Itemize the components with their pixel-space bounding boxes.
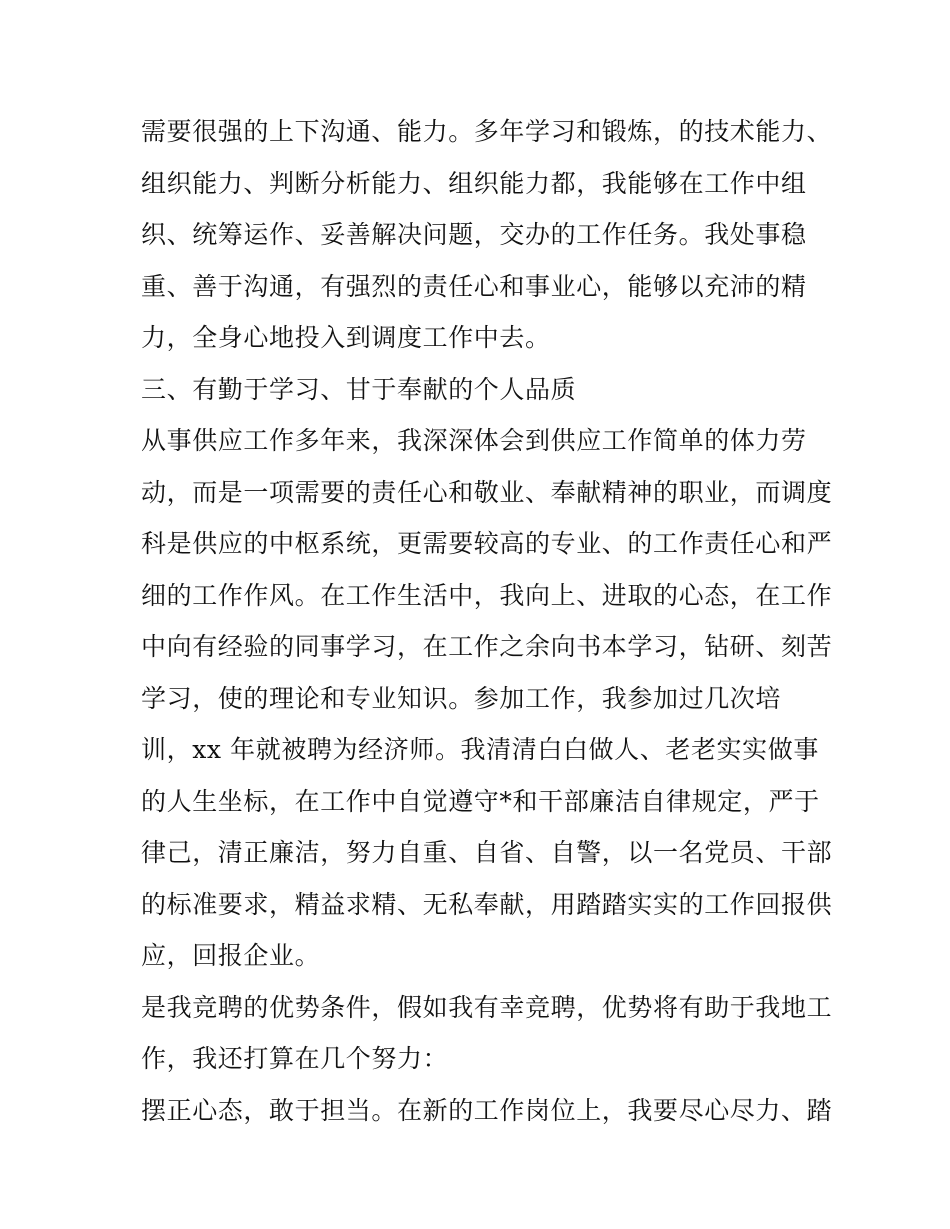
text-line: 的人生坐标，在工作中自觉遵守*和干部廉洁自律规定，严于 [141, 786, 820, 816]
text-line: 从事供应工作多年来，我深深体会到供应工作简单的体力劳 [141, 426, 807, 455]
text-line: 作，我还打算在几个努力： [141, 1044, 449, 1073]
text-line: 应，回报企业。 [141, 941, 321, 970]
text-line: 细的工作作风。在工作生活中，我向上、进取的心态，在工作 [141, 580, 833, 610]
text-line: 律己，清正廉洁，努力自重、自省、自警，以一名党员、干部 [141, 838, 833, 867]
text-line: 是我竞聘的优势条件，假如我有幸竞聘，优势将有助于我地工 [141, 992, 833, 1022]
text-line: 训，xx 年就被聘为经济师。我清清白白做人、老老实实做事 [141, 735, 819, 764]
text-line: 科是供应的中枢系统，更需要较高的专业、的工作责任心和严 [141, 529, 833, 558]
text-line: 摆正心态，敢于担当。在新的工作岗位上，我要尽心尽力、踏 [141, 1095, 833, 1125]
text-line: 力，全身心地投入到调度工作中去。 [141, 323, 551, 352]
text-line: 需要很强的上下沟通、能力。多年学习和锻炼，的技术能力、 [141, 117, 833, 146]
text-line: 动，而是一项需要的责任心和敬业、奉献精神的职业，而调度 [141, 477, 833, 507]
text-line: 的标准要求，精益求精、无私奉献，用踏踏实实的工作回报供 [141, 889, 833, 919]
section-heading: 三、有勤于学习、甘于奉献的个人品质 [141, 374, 577, 404]
text-line: 织、统筹运作、妥善解决问题，交办的工作任务。我处事稳 [141, 220, 807, 249]
text-line: 重、善于沟通，有强烈的责任心和事业心，能够以充沛的精 [141, 271, 807, 301]
text-line: 中向有经验的同事学习，在工作之余向书本学习，钻研、刻苦 [141, 632, 833, 661]
text-line: 组织能力、判断分析能力、组织能力都，我能够在工作中组 [141, 168, 807, 198]
text-line: 学习，使的理论和专业知识。参加工作，我参加过几次培 [141, 683, 782, 713]
body-text [141, 106, 833, 1136]
